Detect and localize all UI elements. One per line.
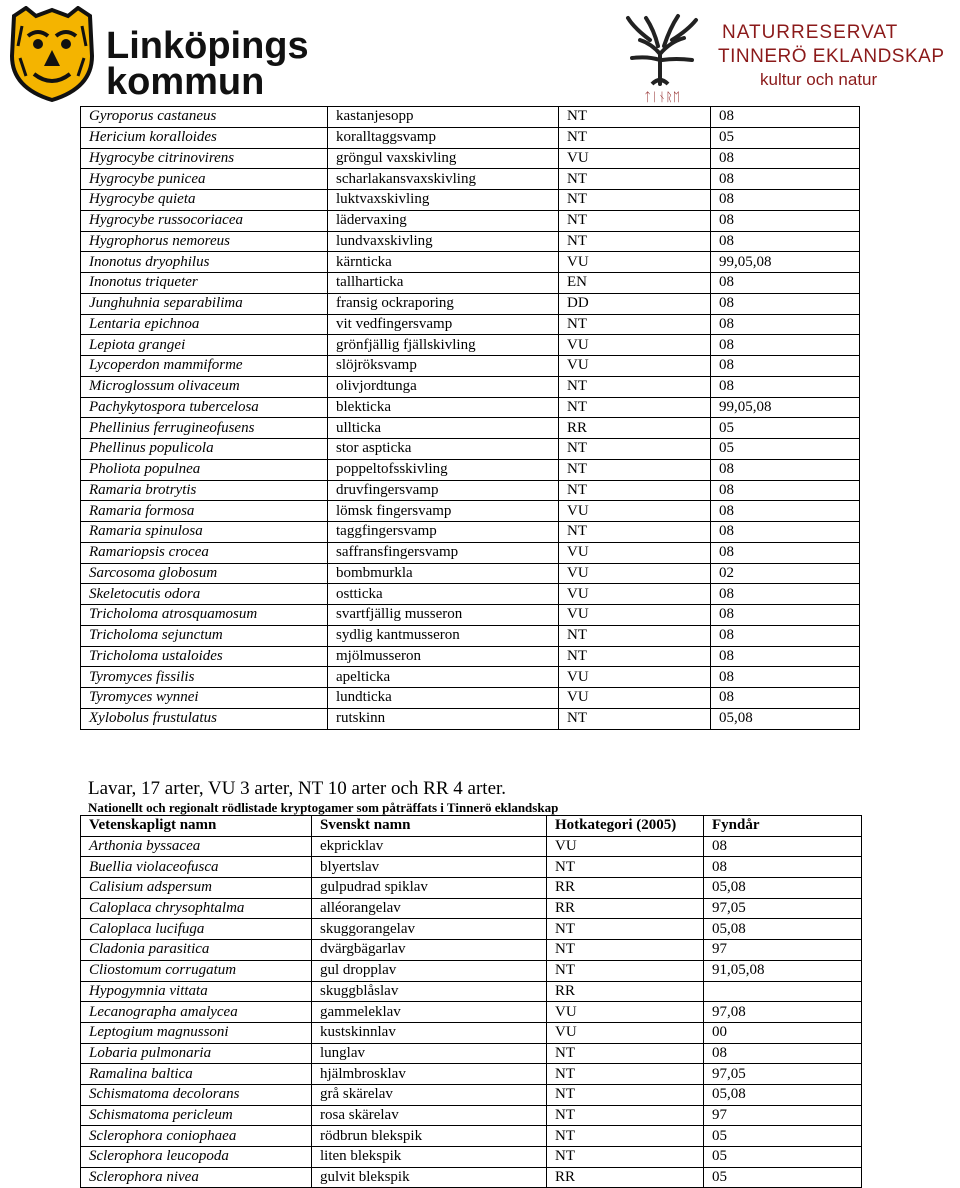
scientific-name-cell: Tricholoma sejunctum — [81, 625, 328, 646]
table-row — [81, 210, 860, 231]
table-row — [81, 708, 860, 729]
threat-category-cell: VU — [559, 584, 711, 605]
lichens-heading: Lavar, 17 arter, VU 3 arter, NT 10 arter och RR 4 arter. — [88, 778, 507, 799]
table-row — [81, 439, 860, 460]
find-year-cell: 05 — [704, 1147, 862, 1168]
find-year-cell: 08 — [711, 335, 860, 356]
table-row — [81, 857, 862, 878]
find-year-cell: 08 — [711, 625, 860, 646]
swedish-name-cell: saffransfingersvamp — [328, 542, 559, 563]
find-year-cell: 05,08 — [704, 878, 862, 899]
runes-text: ᛏᛁᚾᚱᛖ — [643, 90, 681, 104]
table-row — [81, 148, 860, 169]
scientific-name-cell: Leptogium magnussoni — [81, 1022, 312, 1043]
find-year-cell: 02 — [711, 563, 860, 584]
find-year-cell: 08 — [711, 169, 860, 190]
find-year-cell: 08 — [704, 1043, 862, 1064]
lichens-subtitle: Nationellt och regionalt rödlistade kryptogamer som påträffats i Tinnerö eklandskap — [88, 800, 559, 815]
table-row — [81, 940, 862, 961]
scientific-name-cell: Phellinus populicola — [81, 439, 328, 460]
scientific-name-cell: Hygrocybe punicea — [81, 169, 328, 190]
find-year-cell: 08 — [711, 667, 860, 688]
scientific-name-cell: Caloplaca lucifuga — [81, 919, 312, 940]
swedish-name-cell: stor aspticka — [328, 439, 559, 460]
swedish-name-cell: kastanjesopp — [328, 107, 559, 128]
find-year-cell: 08 — [711, 107, 860, 128]
threat-category-cell: VU — [559, 501, 711, 522]
swedish-name-cell: scharlakansvaxskivling — [328, 169, 559, 190]
find-year-cell: 08 — [711, 210, 860, 231]
swedish-name-cell: liten blekspik — [312, 1147, 547, 1168]
scientific-name-cell: Ramaria formosa — [81, 501, 328, 522]
swedish-name-cell: kärnticka — [328, 252, 559, 273]
threat-category-cell: NT — [559, 480, 711, 501]
threat-category-cell: VU — [547, 836, 704, 857]
scientific-name-cell: Lentaria epichnoa — [81, 314, 328, 335]
table-row — [81, 981, 862, 1002]
find-year-cell: 08 — [711, 376, 860, 397]
reserve-tagline: kultur och natur — [760, 70, 878, 89]
find-year-cell: 08 — [711, 273, 860, 294]
scientific-name-cell: Sclerophora leucopoda — [81, 1147, 312, 1168]
find-year-cell: 08 — [711, 293, 860, 314]
swedish-name-cell: olivjordtunga — [328, 376, 559, 397]
threat-category-cell: NT — [559, 646, 711, 667]
swedish-name-cell: lunglav — [312, 1043, 547, 1064]
header-swedish-name: Svenskt namn — [312, 816, 547, 837]
table-row — [81, 1084, 862, 1105]
swedish-name-cell: apelticka — [328, 667, 559, 688]
scientific-name-cell: Ramariopsis crocea — [81, 542, 328, 563]
scientific-name-cell: Inonotus dryophilus — [81, 252, 328, 273]
table-row — [81, 1043, 862, 1064]
swedish-name-cell: ullticka — [328, 418, 559, 439]
scientific-name-cell: Inonotus triqueter — [81, 273, 328, 294]
swedish-name-cell: gröngul vaxskivling — [328, 148, 559, 169]
swedish-name-cell: poppeltofsskivling — [328, 459, 559, 480]
find-year-cell: 08 — [704, 857, 862, 878]
threat-category-cell: VU — [547, 1002, 704, 1023]
table-row — [81, 273, 860, 294]
find-year-cell: 08 — [711, 605, 860, 626]
threat-category-cell: NT — [559, 522, 711, 543]
threat-category-cell: VU — [559, 252, 711, 273]
threat-category-cell: NT — [559, 459, 711, 480]
swedish-name-cell: rödbrun blekspik — [312, 1126, 547, 1147]
find-year-cell: 08 — [711, 480, 860, 501]
swedish-name-cell: ekpricklav — [312, 836, 547, 857]
threat-category-cell: NT — [559, 708, 711, 729]
scientific-name-cell: Sarcosoma globosum — [81, 563, 328, 584]
find-year-cell: 08 — [711, 522, 860, 543]
scientific-name-cell: Hygrocybe quieta — [81, 190, 328, 211]
scientific-name-cell: Hericium koralloides — [81, 127, 328, 148]
threat-category-cell: NT — [559, 439, 711, 460]
table-row — [81, 1022, 862, 1043]
header-scientific-name: Vetenskapligt namn — [81, 816, 312, 837]
scientific-name-cell: Schismatoma pericleum — [81, 1105, 312, 1126]
swedish-name-cell: mjölmusseron — [328, 646, 559, 667]
find-year-cell: 08 — [711, 646, 860, 667]
table-row — [81, 688, 860, 709]
threat-category-cell: VU — [547, 1022, 704, 1043]
table-row — [81, 314, 860, 335]
swedish-name-cell: vit vedfingersvamp — [328, 314, 559, 335]
table-row — [81, 605, 860, 626]
scientific-name-cell: Caloplaca chrysophtalma — [81, 898, 312, 919]
scientific-name-cell: Hypogymnia vittata — [81, 981, 312, 1002]
swedish-name-cell: blyertslav — [312, 857, 547, 878]
scientific-name-cell: Lecanographa amalycea — [81, 1002, 312, 1023]
find-year-cell: 08 — [711, 584, 860, 605]
threat-category-cell: DD — [559, 293, 711, 314]
scientific-name-cell: Phellinius ferrugineofusens — [81, 418, 328, 439]
threat-category-cell: VU — [559, 667, 711, 688]
table-row — [81, 1105, 862, 1126]
swedish-name-cell: lundticka — [328, 688, 559, 709]
scientific-name-cell: Lobaria pulmonaria — [81, 1043, 312, 1064]
threat-category-cell: NT — [547, 960, 704, 981]
table-row — [81, 542, 860, 563]
find-year-cell: 99,05,08 — [711, 397, 860, 418]
table-row — [81, 522, 860, 543]
swedish-name-cell: dvärgbägarlav — [312, 940, 547, 961]
table-row — [81, 625, 860, 646]
scientific-name-cell: Ramaria spinulosa — [81, 522, 328, 543]
scientific-name-cell: Lycoperdon mammiforme — [81, 356, 328, 377]
table-row — [81, 646, 860, 667]
scientific-name-cell: Cliostomum corrugatum — [81, 960, 312, 981]
threat-category-cell: RR — [547, 878, 704, 899]
linkopings-kommun-logo — [6, 6, 316, 106]
swedish-name-cell: kustskinnlav — [312, 1022, 547, 1043]
table-row — [81, 1064, 862, 1085]
threat-category-cell: NT — [559, 397, 711, 418]
table-row — [81, 418, 860, 439]
scientific-name-cell: Xylobolus frustulatus — [81, 708, 328, 729]
find-year-cell: 05,08 — [704, 919, 862, 940]
table-row — [81, 960, 862, 981]
threat-category-cell: NT — [559, 190, 711, 211]
find-year-cell: 97,05 — [704, 1064, 862, 1085]
threat-category-cell: NT — [559, 127, 711, 148]
swedish-name-cell: skuggblåslav — [312, 981, 547, 1002]
find-year-cell: 97,05 — [704, 898, 862, 919]
swedish-name-cell: lädervaxing — [328, 210, 559, 231]
scientific-name-cell: Ramalina baltica — [81, 1064, 312, 1085]
find-year-cell: 05,08 — [704, 1084, 862, 1105]
swedish-name-cell: svartfjällig musseron — [328, 605, 559, 626]
swedish-name-cell: taggfingersvamp — [328, 522, 559, 543]
swedish-name-cell: rutskinn — [328, 708, 559, 729]
scientific-name-cell: Junghuhnia separabilima — [81, 293, 328, 314]
threat-category-cell: NT — [547, 1147, 704, 1168]
find-year-cell: 08 — [711, 148, 860, 169]
swedish-name-cell: hjälmbrosklav — [312, 1064, 547, 1085]
scientific-name-cell: Ramaria brotrytis — [81, 480, 328, 501]
table-row — [81, 1147, 862, 1168]
reserve-title: NATURRESERVAT — [722, 22, 899, 43]
find-year-cell: 99,05,08 — [711, 252, 860, 273]
scientific-name-cell: Schismatoma decolorans — [81, 1084, 312, 1105]
threat-category-cell: NT — [559, 376, 711, 397]
scientific-name-cell: Tyromyces wynnei — [81, 688, 328, 709]
find-year-cell: 08 — [704, 836, 862, 857]
table-row — [81, 293, 860, 314]
threat-category-cell: NT — [559, 210, 711, 231]
scientific-name-cell: Tricholoma atrosquamosum — [81, 605, 328, 626]
threat-category-cell: NT — [547, 1043, 704, 1064]
threat-category-cell: VU — [559, 688, 711, 709]
find-year-cell: 05,08 — [711, 708, 860, 729]
table-row — [81, 878, 862, 899]
table-row — [81, 501, 860, 522]
swedish-name-cell: bombmurkla — [328, 563, 559, 584]
threat-category-cell: NT — [547, 857, 704, 878]
swedish-name-cell: alléorangelav — [312, 898, 547, 919]
table-row — [81, 127, 860, 148]
threat-category-cell: NT — [559, 231, 711, 252]
threat-category-cell: NT — [547, 1064, 704, 1085]
table-row — [81, 584, 860, 605]
table-row — [81, 397, 860, 418]
table-header-row — [81, 816, 862, 837]
lion-crest-icon — [6, 6, 98, 102]
scientific-name-cell: Sclerophora nivea — [81, 1167, 312, 1188]
threat-category-cell: RR — [547, 898, 704, 919]
find-year-cell — [704, 981, 862, 1002]
threat-category-cell: NT — [547, 1105, 704, 1126]
swedish-name-cell: skuggorangelav — [312, 919, 547, 940]
swedish-name-cell: gulvit blekspik — [312, 1167, 547, 1188]
swedish-name-cell: blekticka — [328, 397, 559, 418]
swedish-name-cell: lömsk fingersvamp — [328, 501, 559, 522]
swedish-name-cell: sydlig kantmusseron — [328, 625, 559, 646]
table-row — [81, 919, 862, 940]
find-year-cell: 05 — [711, 439, 860, 460]
find-year-cell: 08 — [711, 459, 860, 480]
scientific-name-cell: Hygrocybe russocoriacea — [81, 210, 328, 231]
scientific-name-cell: Pholiota populnea — [81, 459, 328, 480]
logo-text-line2: kommun — [106, 61, 265, 103]
scientific-name-cell: Tricholoma ustaloides — [81, 646, 328, 667]
threat-category-cell: RR — [559, 418, 711, 439]
scientific-name-cell: Microglossum olivaceum — [81, 376, 328, 397]
swedish-name-cell: rosa skärelav — [312, 1105, 547, 1126]
table-row — [81, 107, 860, 128]
table-row — [81, 252, 860, 273]
table-row — [81, 169, 860, 190]
find-year-cell: 08 — [711, 356, 860, 377]
scientific-name-cell: Skeletocutis odora — [81, 584, 328, 605]
threat-category-cell: VU — [559, 356, 711, 377]
table-row — [81, 1002, 862, 1023]
swedish-name-cell: luktvaxskivling — [328, 190, 559, 211]
table-row — [81, 335, 860, 356]
swedish-name-cell: koralltaggsvamp — [328, 127, 559, 148]
table-row — [81, 836, 862, 857]
table-row — [81, 898, 862, 919]
threat-category-cell: VU — [559, 335, 711, 356]
table-row — [81, 480, 860, 501]
table-row — [81, 667, 860, 688]
scientific-name-cell: Tyromyces fissilis — [81, 667, 328, 688]
threat-category-cell: NT — [559, 107, 711, 128]
scientific-name-cell: Pachykytospora tubercelosa — [81, 397, 328, 418]
find-year-cell: 08 — [711, 231, 860, 252]
scientific-name-cell: Lepiota grangei — [81, 335, 328, 356]
swedish-name-cell: gammeleklav — [312, 1002, 547, 1023]
find-year-cell: 08 — [711, 190, 860, 211]
table-row — [81, 190, 860, 211]
swedish-name-cell: gulpudrad spiklav — [312, 878, 547, 899]
threat-category-cell: NT — [559, 625, 711, 646]
scientific-name-cell: Calisium adspersum — [81, 878, 312, 899]
table-row — [81, 356, 860, 377]
header-threat-category: Hotkategori (2005) — [547, 816, 704, 837]
threat-category-cell: EN — [559, 273, 711, 294]
scientific-name-cell: Hygrocybe citrinovirens — [81, 148, 328, 169]
logo-text-line1: Linköpings — [106, 25, 309, 67]
find-year-cell: 00 — [704, 1022, 862, 1043]
scientific-name-cell: Cladonia parasitica — [81, 940, 312, 961]
find-year-cell: 97 — [704, 940, 862, 961]
find-year-cell: 05 — [704, 1167, 862, 1188]
oak-tree-icon — [612, 4, 712, 104]
find-year-cell: 08 — [711, 314, 860, 335]
find-year-cell: 05 — [711, 127, 860, 148]
threat-category-cell: NT — [547, 940, 704, 961]
swedish-name-cell: lundvaxskivling — [328, 231, 559, 252]
table-row — [81, 376, 860, 397]
swedish-name-cell: grå skärelav — [312, 1084, 547, 1105]
threat-category-cell: VU — [559, 148, 711, 169]
threat-category-cell: VU — [559, 605, 711, 626]
threat-category-cell: NT — [547, 919, 704, 940]
naturreservat-logo — [610, 4, 955, 104]
lichens-table — [80, 815, 862, 1188]
scientific-name-cell: Arthonia byssacea — [81, 836, 312, 857]
scientific-name-cell: Sclerophora coniophaea — [81, 1126, 312, 1147]
find-year-cell: 08 — [711, 542, 860, 563]
swedish-name-cell: druvfingersvamp — [328, 480, 559, 501]
swedish-name-cell: grönfjällig fjällskivling — [328, 335, 559, 356]
threat-category-cell: RR — [547, 981, 704, 1002]
threat-category-cell: NT — [559, 314, 711, 335]
header-find-year: Fyndår — [704, 816, 862, 837]
find-year-cell: 91,05,08 — [704, 960, 862, 981]
threat-category-cell: NT — [559, 169, 711, 190]
find-year-cell: 97 — [704, 1105, 862, 1126]
threat-category-cell: VU — [559, 542, 711, 563]
reserve-name: TINNERÖ EKLANDSKAP — [718, 46, 945, 67]
threat-category-cell: RR — [547, 1167, 704, 1188]
swedish-name-cell: ostticka — [328, 584, 559, 605]
threat-category-cell: NT — [547, 1084, 704, 1105]
table-row — [81, 1167, 862, 1188]
find-year-cell: 05 — [711, 418, 860, 439]
threat-category-cell: VU — [559, 563, 711, 584]
scientific-name-cell: Hygrophorus nemoreus — [81, 231, 328, 252]
swedish-name-cell: gul dropplav — [312, 960, 547, 981]
threat-category-cell: NT — [547, 1126, 704, 1147]
table-row — [81, 231, 860, 252]
swedish-name-cell: fransig ockraporing — [328, 293, 559, 314]
table-row — [81, 563, 860, 584]
scientific-name-cell: Gyroporus castaneus — [81, 107, 328, 128]
find-year-cell: 05 — [704, 1126, 862, 1147]
swedish-name-cell: tallharticka — [328, 273, 559, 294]
table-row — [81, 1126, 862, 1147]
find-year-cell: 08 — [711, 688, 860, 709]
find-year-cell: 97,08 — [704, 1002, 862, 1023]
scientific-name-cell: Buellia violaceofusca — [81, 857, 312, 878]
fungi-table — [80, 106, 860, 730]
swedish-name-cell: slöjröksvamp — [328, 356, 559, 377]
table-row — [81, 459, 860, 480]
find-year-cell: 08 — [711, 501, 860, 522]
